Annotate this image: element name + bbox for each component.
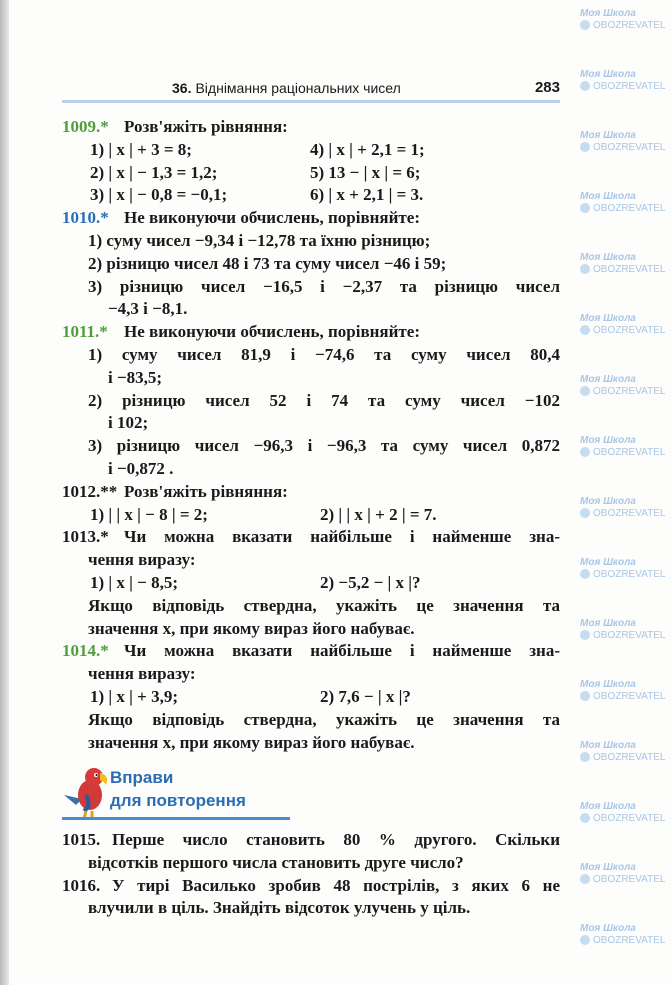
exercise-text-col2: 4) | x | + 2,1 = 1; <box>310 139 425 159</box>
exercise-text: 3) різницю чисел −16,5 і −2,37 та різницю чисел <box>88 276 560 296</box>
exercise-text: Якщо відповідь ствердна, укажіть це значення та <box>88 595 560 615</box>
exercise-text: Не виконуючи обчислень, порівняйте: <box>124 322 420 342</box>
exercise-1010 <box>62 207 562 230</box>
watermark: Моя Школа OBOZREVATEL <box>580 618 666 641</box>
exercise-line <box>62 572 562 595</box>
exercise-text: чення виразу: <box>88 664 196 684</box>
exercise-text: Розв'яжіть рівняння: <box>124 481 288 501</box>
exercise-text: 3) різницю чисел −96,3 і −96,3 та суму чисел 0,872 <box>88 436 560 456</box>
exercise-text: Перше число становить 80 % другого. Скільки <box>112 830 560 849</box>
exercise-text: влучили в ціль. Знайдіть відсоток улучень у ціль. <box>88 898 471 918</box>
watermark: Моя Школа OBOZREVATEL <box>580 252 666 275</box>
exercise-text: і −0,872 . <box>108 458 174 478</box>
page-number: 283 <box>534 79 560 96</box>
exercise-text: 3) | x | − 0,8 = −0,1; <box>90 185 228 205</box>
watermark: Моя Школа OBOZREVATEL <box>580 191 666 214</box>
exercise-text: Розв'яжіть рівняння: <box>124 117 288 136</box>
exercise-text: Якщо відповідь ствердна, укажіть це значення та <box>88 709 560 729</box>
exercise-line <box>62 344 562 367</box>
exercise-line <box>62 139 562 162</box>
exercise-1009 <box>62 116 562 139</box>
header-divider <box>62 100 560 103</box>
section-title <box>172 80 401 96</box>
exercise-text-col2: 6) | x + 2,1 | = 3. <box>310 185 424 205</box>
section-number: 36. <box>172 80 192 96</box>
exercise-line <box>62 412 562 435</box>
exercise-line <box>62 184 562 207</box>
exercise-text: 1) | x | + 3,9; <box>90 686 178 706</box>
review-section-banner <box>62 765 292 823</box>
watermark: Моя Школа OBOZREVATEL <box>580 435 666 458</box>
watermark: Моя Школа OBOZREVATEL <box>580 923 666 946</box>
page-edge <box>0 0 9 985</box>
exercise-line <box>62 276 562 299</box>
review-divider <box>62 817 290 820</box>
exercise-number: 1012.** <box>62 481 118 501</box>
exercise-line <box>62 230 562 253</box>
exercise-line <box>62 852 562 875</box>
exercise-line <box>62 686 562 709</box>
exercise-line <box>62 162 562 185</box>
exercise-text: 1) | x | + 3 = 8; <box>90 139 192 159</box>
exercise-line <box>62 595 562 618</box>
exercise-1012 <box>62 481 562 504</box>
exercise-line <box>62 732 562 755</box>
exercise-text: Чи можна вказати найбільше і найменше зна- <box>124 527 560 547</box>
exercise-number: 1010.* <box>62 208 109 228</box>
review-title-line1: Вправи <box>110 768 174 787</box>
watermark: Моя Школа OBOZREVATEL <box>580 740 666 763</box>
exercise-text: і 102; <box>108 413 149 433</box>
exercise-number: 1013.* <box>62 527 109 547</box>
review-title-line2: для повторення <box>110 791 246 810</box>
exercise-line <box>62 549 562 572</box>
exercise-line <box>62 897 562 920</box>
page-header <box>62 76 560 100</box>
exercise-text-col2: 2) −5,2 − | x |? <box>320 572 421 592</box>
exercise-text: 1) | | x | − 8 | = 2; <box>90 504 208 524</box>
exercise-text: значення x, при якому вираз його набуває. <box>88 732 415 752</box>
exercise-1014 <box>62 640 562 663</box>
exercise-number: 1009.* <box>62 117 109 136</box>
exercise-text: значення x, при якому вираз його набуває. <box>88 618 415 638</box>
exercise-text: 2) | x | − 1,3 = 1,2; <box>90 162 218 182</box>
exercise-text: відсотків першого числа становить друге число? <box>88 852 464 872</box>
exercise-line <box>62 458 562 481</box>
exercise-text: і −83,5; <box>108 367 163 387</box>
exercise-text: 2) різницю чисел 52 і 74 та суму чисел −102 <box>88 390 560 410</box>
exercise-text: 1) | x | − 8,5; <box>90 572 178 592</box>
exercise-1015 <box>62 829 562 852</box>
exercise-line <box>62 504 562 527</box>
exercise-text: 2) різницю чисел 48 і 73 та суму чисел −46 і 59; <box>88 253 447 273</box>
watermark: Моя Школа OBOZREVATEL <box>580 557 666 580</box>
exercise-text: −4,3 і −8,1. <box>108 299 188 319</box>
exercise-text: 1) суму чисел −9,34 і −12,78 та їхню різницю; <box>88 230 431 250</box>
exercise-line <box>62 367 562 390</box>
exercise-1016 <box>62 875 562 898</box>
watermark: Моя Школа OBOZREVATEL <box>580 8 666 31</box>
exercise-1011 <box>62 321 562 344</box>
watermark: Моя Школа OBOZREVATEL <box>580 313 666 336</box>
section-title-text: Віднімання раціональних чисел <box>195 80 401 96</box>
exercise-list <box>62 116 562 754</box>
parrot-icon <box>62 765 110 821</box>
exercise-text: У тирі Василько зробив 48 пострілів, з яких 6 не <box>112 875 560 895</box>
exercise-text-col2: 5) 13 − | x | = 6; <box>310 162 421 182</box>
exercise-text: чення виразу: <box>88 550 196 570</box>
exercise-number: 1014.* <box>62 641 109 661</box>
exercise-line <box>62 618 562 641</box>
exercise-line <box>62 298 562 321</box>
watermark: Моя Школа OBOZREVATEL <box>580 374 666 397</box>
exercise-line <box>62 709 562 732</box>
exercise-text: Чи можна вказати найбільше і найменше зна- <box>124 641 560 661</box>
exercise-text: 1) суму чисел 81,9 і −74,6 та суму чисел 80,4 <box>88 344 560 364</box>
exercise-text: Не виконуючи обчислень, порівняйте: <box>124 208 420 228</box>
exercise-line <box>62 390 562 413</box>
exercise-line <box>62 435 562 458</box>
watermark: Моя Школа OBOZREVATEL <box>580 496 666 519</box>
watermark: Моя Школа OBOZREVATEL <box>580 130 666 153</box>
exercise-number: 1016. <box>62 875 101 895</box>
exercise-number: 1011.* <box>62 322 108 342</box>
watermark: Моя Школа OBOZREVATEL <box>580 679 666 702</box>
exercise-text-col2: 2) | | x | + 2 | = 7. <box>320 504 437 524</box>
watermark: Моя Школа OBOZREVATEL <box>580 69 666 92</box>
watermark: Моя Школа OBOZREVATEL <box>580 862 666 885</box>
exercise-line <box>62 663 562 686</box>
exercise-text-col2: 2) 7,6 − | x |? <box>320 686 411 706</box>
review-exercise-list <box>62 829 562 920</box>
exercise-line <box>62 253 562 276</box>
exercise-number: 1015. <box>62 830 101 849</box>
watermark: Моя Школа OBOZREVATEL <box>580 801 666 824</box>
exercise-1013 <box>62 526 562 549</box>
